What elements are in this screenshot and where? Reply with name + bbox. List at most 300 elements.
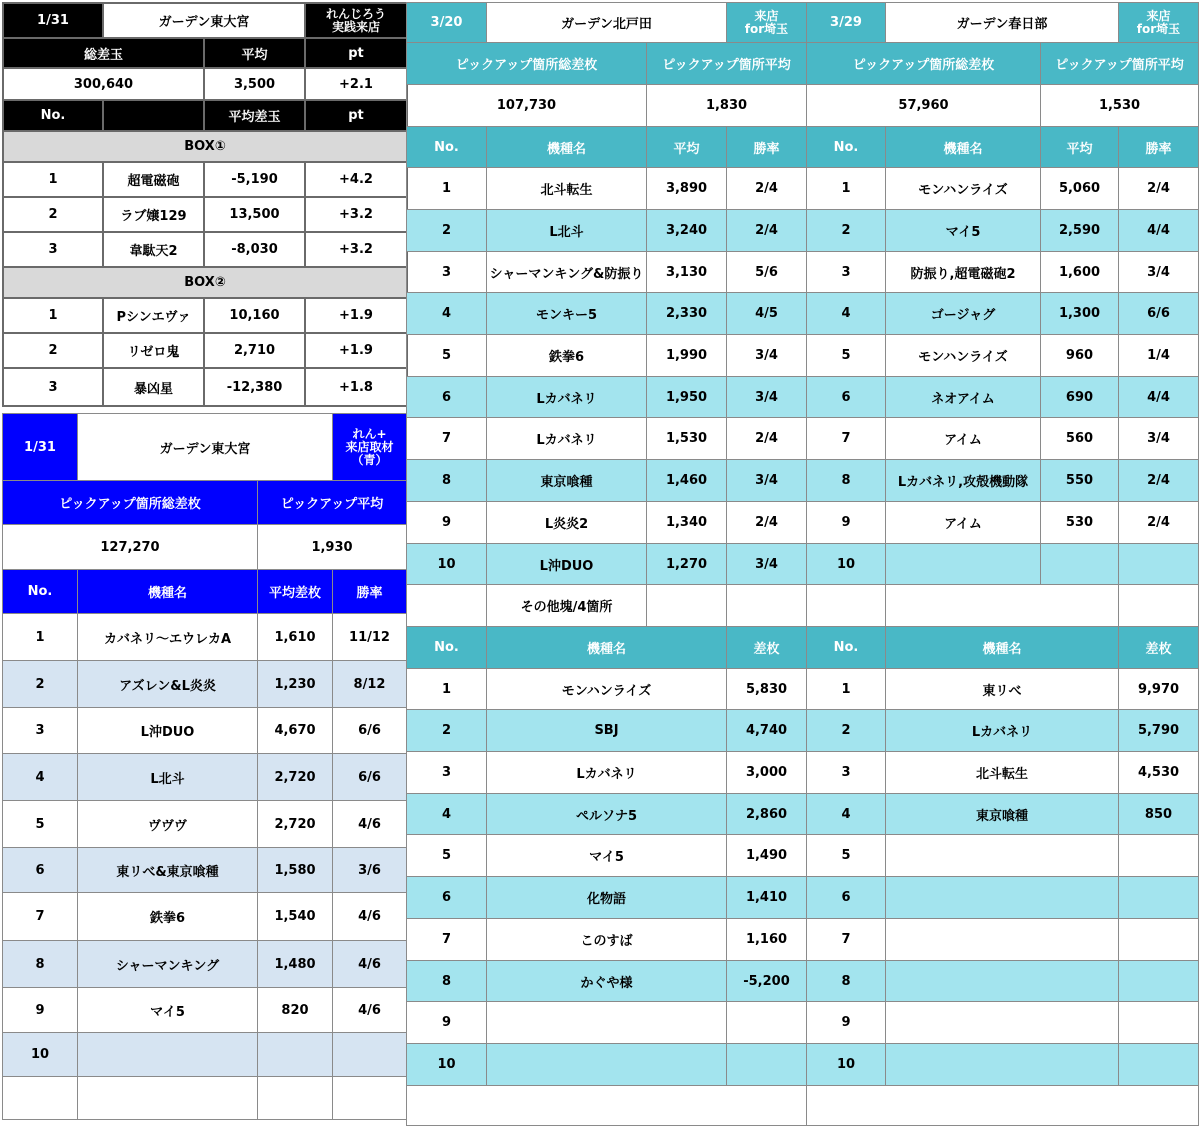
row-number: 9 (407, 502, 487, 544)
pickup-total-header: ピックアップ箇所総差枚 (3, 481, 258, 525)
win-rate: 2/4 (1119, 502, 1199, 544)
summary-value: +2.1 (305, 68, 407, 100)
row-number (3, 1077, 78, 1120)
column-header: No. (3, 570, 78, 614)
machine-name (487, 1044, 727, 1086)
table-row (407, 919, 807, 961)
column-header: No. (807, 627, 886, 669)
pickup-average-header: ピックアップ箇所平均 (647, 43, 807, 85)
table-row (407, 752, 807, 794)
table-row (407, 460, 807, 502)
row-number: 6 (407, 377, 487, 418)
table-row (3, 1077, 407, 1120)
diff-value: 4,530 (1119, 752, 1199, 794)
table-row (807, 293, 1199, 335)
average-diff: 560 (1041, 418, 1119, 460)
table-row (807, 377, 1199, 418)
pickup-total-header: ピックアップ箇所総差枚 (807, 43, 1041, 85)
machine-name: 北斗転生 (487, 168, 647, 210)
machine-name: 暴凶星 (103, 368, 204, 406)
table-row (807, 210, 1199, 252)
store-name: ガーデン春日部 (886, 3, 1119, 43)
column-header: 平均 (647, 127, 727, 168)
average-diff: 13,500 (204, 197, 305, 232)
pt-value: +1.9 (305, 298, 407, 333)
column-header: 勝率 (1119, 127, 1199, 168)
table-row (807, 252, 1199, 293)
average-diff: 1,540 (258, 893, 333, 941)
table-row (407, 418, 807, 460)
win-rate: 6/6 (333, 708, 407, 754)
table-row (807, 460, 1199, 502)
row-number: 3 (407, 252, 487, 293)
pt-value: +4.2 (305, 162, 407, 197)
machine-name: シャーマンキング (78, 941, 258, 988)
average-diff: 4,670 (258, 708, 333, 754)
average-diff: 690 (1041, 377, 1119, 418)
column-header: 機種名 (487, 127, 647, 168)
other-label: その他塊/4箇所 (487, 585, 647, 627)
table-row (807, 418, 1199, 460)
table-row (3, 368, 407, 406)
machine-name: モンハンライズ (886, 335, 1041, 377)
row-number: 3 (3, 232, 103, 267)
average-diff: 1,270 (647, 544, 727, 585)
column-header: 機種名 (487, 627, 727, 669)
pickup-total-header: ピックアップ箇所総差枚 (407, 43, 647, 85)
machine-name: Lカバネリ (487, 377, 647, 418)
machine-name: 東リべ&東京喰種 (78, 848, 258, 893)
win-rate: 2/4 (1119, 460, 1199, 502)
win-rate: 4/6 (333, 893, 407, 941)
win-rate: 2/4 (727, 502, 807, 544)
row-number: 5 (807, 335, 886, 377)
row-number: 10 (407, 1044, 487, 1086)
table-row (407, 1002, 807, 1044)
store-name: ガーデン東大宮 (78, 414, 333, 481)
average-diff: 5,060 (1041, 168, 1119, 210)
summary-header: pt (305, 38, 407, 68)
diff-value (1119, 961, 1199, 1002)
win-rate: 4/4 (1119, 210, 1199, 252)
blank-row (407, 1086, 807, 1126)
row-number: 5 (407, 835, 487, 877)
diff-value (727, 1002, 807, 1044)
win-rate: 2/4 (727, 168, 807, 210)
column-header: 機種名 (886, 127, 1041, 168)
blank-cell (407, 585, 487, 627)
event-label: 来店 for埼玉 (1119, 3, 1199, 43)
machine-name: 鉄拳6 (487, 335, 647, 377)
table-row (807, 752, 1199, 794)
machine-name: ペルソナ5 (487, 794, 727, 835)
machine-name: モンキー5 (487, 293, 647, 335)
column-header: 平均差枚 (258, 570, 333, 614)
machine-name: リゼロ鬼 (103, 333, 204, 368)
right-panel (806, 2, 1198, 1126)
win-rate: 11/12 (333, 614, 407, 661)
average-diff: 2,330 (647, 293, 727, 335)
average-diff: 1,460 (647, 460, 727, 502)
blank-row (807, 1086, 1199, 1126)
store-name: ガーデン東大宮 (103, 3, 305, 38)
machine-name: L炎炎2 (487, 502, 647, 544)
table-row (407, 293, 807, 335)
pickup-average-value: 1,930 (258, 525, 407, 570)
average-diff: 820 (258, 988, 333, 1033)
machine-name: ラブ嬢129 (103, 197, 204, 232)
average-diff: 2,720 (258, 801, 333, 848)
table-row (407, 210, 807, 252)
pickup-average-value: 1,530 (1041, 85, 1199, 127)
average-diff: 3,890 (647, 168, 727, 210)
row-number: 4 (3, 754, 78, 801)
summary-header: 平均 (204, 38, 305, 68)
row-number: 5 (3, 801, 78, 848)
machine-name: SBJ (487, 710, 727, 752)
diff-value (727, 1044, 807, 1086)
table-row (407, 877, 807, 919)
machine-name (886, 961, 1119, 1002)
table-row (407, 377, 807, 418)
summary-header: 総差玉 (3, 38, 204, 68)
table-row (807, 502, 1199, 544)
average-diff: -5,190 (204, 162, 305, 197)
table-row (3, 754, 407, 801)
machine-name: モンハンライズ (886, 168, 1041, 210)
table-row (3, 197, 407, 232)
row-number: 9 (807, 1002, 886, 1044)
average-diff: 1,610 (258, 614, 333, 661)
average-diff: -8,030 (204, 232, 305, 267)
diff-value: 1,160 (727, 919, 807, 961)
machine-name: L北斗 (78, 754, 258, 801)
machine-name (886, 1002, 1119, 1044)
row-number: 8 (3, 941, 78, 988)
table-row (807, 919, 1199, 961)
row-number: 3 (3, 368, 103, 406)
average-diff: 2,720 (258, 754, 333, 801)
column-header: No. (807, 127, 886, 168)
machine-name: このすば (487, 919, 727, 961)
column-header: 差枚 (1119, 627, 1199, 669)
table-row (407, 252, 807, 293)
blank-cell (886, 585, 1119, 627)
machine-name (886, 544, 1041, 585)
machine-name: モンハンライズ (487, 669, 727, 710)
column-header: 機種名 (886, 627, 1119, 669)
average-diff: 1,580 (258, 848, 333, 893)
table-row (3, 162, 407, 197)
column-header: No. (407, 127, 487, 168)
win-rate (333, 1033, 407, 1077)
date-cell: 1/31 (3, 3, 103, 38)
table-row (3, 1033, 407, 1077)
table-row (3, 988, 407, 1033)
win-rate: 4/4 (1119, 377, 1199, 418)
pt-value: +1.8 (305, 368, 407, 406)
diff-value: 1,490 (727, 835, 807, 877)
table-row (3, 333, 407, 368)
date-cell: 3/20 (407, 3, 487, 43)
row-number: 5 (807, 835, 886, 877)
average-diff (258, 1033, 333, 1077)
machine-name: アズレン&L炎炎 (78, 661, 258, 708)
machine-name: 東京喰種 (487, 460, 647, 502)
win-rate: 4/6 (333, 941, 407, 988)
diff-value: 3,000 (727, 752, 807, 794)
column-header: 平均 (1041, 127, 1119, 168)
row-number: 4 (407, 293, 487, 335)
average-diff: 1,480 (258, 941, 333, 988)
table-row (3, 848, 407, 893)
row-number: 6 (407, 877, 487, 919)
row-number: 9 (3, 988, 78, 1033)
average-diff: 1,340 (647, 502, 727, 544)
row-number: 1 (3, 614, 78, 661)
row-number: 9 (807, 502, 886, 544)
average-diff: 1,600 (1041, 252, 1119, 293)
win-rate: 2/4 (727, 210, 807, 252)
row-number: 8 (407, 460, 487, 502)
event-label: 来店 for埼玉 (727, 3, 807, 43)
table-row (807, 1002, 1199, 1044)
pt-value: +3.2 (305, 197, 407, 232)
win-rate: 8/12 (333, 661, 407, 708)
average-diff: 1,300 (1041, 293, 1119, 335)
machine-name: アイム (886, 418, 1041, 460)
table-row (807, 335, 1199, 377)
row-number: 2 (807, 210, 886, 252)
average-diff: 1,230 (258, 661, 333, 708)
row-number: 1 (407, 168, 487, 210)
blank-cell (807, 585, 886, 627)
list-header: pt (305, 100, 407, 131)
win-rate: 4/6 (333, 988, 407, 1033)
win-rate: 2/4 (727, 418, 807, 460)
machine-name: ゴージャグ (886, 293, 1041, 335)
row-number: 6 (807, 877, 886, 919)
row-number: 3 (807, 752, 886, 794)
row-number: 10 (807, 1044, 886, 1086)
list-header (103, 100, 204, 131)
diff-value (1119, 877, 1199, 919)
machine-name (487, 1002, 727, 1044)
machine-name: ネオアイム (886, 377, 1041, 418)
row-number: 8 (407, 961, 487, 1002)
average-diff (1041, 544, 1119, 585)
machine-name (78, 1077, 258, 1120)
summary-value: 3,500 (204, 68, 305, 100)
win-rate: 3/6 (333, 848, 407, 893)
table-row (407, 961, 807, 1002)
diff-value: 4,740 (727, 710, 807, 752)
row-number: 1 (807, 168, 886, 210)
average-diff: 550 (1041, 460, 1119, 502)
row-number: 1 (407, 669, 487, 710)
left-bottom-panel (2, 413, 406, 1120)
machine-name: 超電磁砲 (103, 162, 204, 197)
column-header: 勝率 (333, 570, 407, 614)
average-diff: 2,590 (1041, 210, 1119, 252)
win-rate: 3/4 (1119, 418, 1199, 460)
machine-name: アイム (886, 502, 1041, 544)
table-row (807, 669, 1199, 710)
machine-name: 東リべ (886, 669, 1119, 710)
pickup-average-header: ピックアップ箇所平均 (1041, 43, 1199, 85)
win-rate: 6/6 (1119, 293, 1199, 335)
row-number: 1 (807, 669, 886, 710)
machine-name: マイ5 (886, 210, 1041, 252)
row-number: 2 (3, 197, 103, 232)
blank-cell (647, 585, 727, 627)
row-number: 7 (407, 919, 487, 961)
column-header: 差枚 (727, 627, 807, 669)
machine-name: 化物語 (487, 877, 727, 919)
pt-value: +1.9 (305, 333, 407, 368)
machine-name: Lカバネリ (886, 710, 1119, 752)
win-rate: 4/6 (333, 801, 407, 848)
row-number: 7 (407, 418, 487, 460)
row-number: 7 (807, 418, 886, 460)
list-header: 平均差玉 (204, 100, 305, 131)
date-cell: 3/29 (807, 3, 886, 43)
machine-name: 鉄拳6 (78, 893, 258, 941)
table-row (3, 614, 407, 661)
row-number: 1 (3, 162, 103, 197)
list-header: No. (3, 100, 103, 131)
average-diff: 1,530 (647, 418, 727, 460)
row-number: 10 (807, 544, 886, 585)
table-row (807, 794, 1199, 835)
pickup-average-header: ピックアップ平均 (258, 481, 407, 525)
table-row (407, 335, 807, 377)
row-number: 7 (3, 893, 78, 941)
win-rate: 6/6 (333, 754, 407, 801)
table-row (407, 835, 807, 877)
win-rate: 1/4 (1119, 335, 1199, 377)
table-row (407, 544, 807, 585)
table-row (407, 669, 807, 710)
machine-name: マイ5 (78, 988, 258, 1033)
pickup-average-value: 1,830 (647, 85, 807, 127)
win-rate (333, 1077, 407, 1120)
machine-name: シャーマンキング&防振り (487, 252, 647, 293)
win-rate: 3/4 (1119, 252, 1199, 293)
diff-value: -5,200 (727, 961, 807, 1002)
machine-name: Pシンエヴァ (103, 298, 204, 333)
table-row (407, 710, 807, 752)
table-row (3, 893, 407, 941)
win-rate: 3/4 (727, 377, 807, 418)
win-rate (1119, 544, 1199, 585)
row-number: 2 (3, 333, 103, 368)
left-top-panel (2, 2, 406, 407)
pickup-total-value: 127,270 (3, 525, 258, 570)
row-number: 4 (407, 794, 487, 835)
win-rate: 4/5 (727, 293, 807, 335)
diff-value: 1,410 (727, 877, 807, 919)
average-diff: 10,160 (204, 298, 305, 333)
win-rate: 5/6 (727, 252, 807, 293)
row-number: 3 (407, 752, 487, 794)
table-row (807, 544, 1199, 585)
machine-name: 韋駄天2 (103, 232, 204, 267)
average-diff: 530 (1041, 502, 1119, 544)
table-row (407, 502, 807, 544)
row-number: 2 (407, 710, 487, 752)
table-row (807, 168, 1199, 210)
row-number: 9 (407, 1002, 487, 1044)
average-diff: 3,240 (647, 210, 727, 252)
average-diff (258, 1077, 333, 1120)
pickup-total-value: 107,730 (407, 85, 647, 127)
event-label: れん+ 来店取材 （青） (333, 414, 407, 481)
table-row (807, 710, 1199, 752)
average-diff: 2,710 (204, 333, 305, 368)
diff-value (1119, 1002, 1199, 1044)
machine-name: 東京喰種 (886, 794, 1119, 835)
blank-cell (1119, 585, 1199, 627)
summary-value: 300,640 (3, 68, 204, 100)
row-number: 2 (807, 710, 886, 752)
diff-value (1119, 919, 1199, 961)
middle-panel (406, 2, 806, 1126)
column-header: 機種名 (78, 570, 258, 614)
row-number: 6 (807, 377, 886, 418)
row-number: 3 (807, 252, 886, 293)
row-number: 2 (3, 661, 78, 708)
machine-name (886, 877, 1119, 919)
machine-name (886, 919, 1119, 961)
table-row (3, 232, 407, 267)
diff-value: 2,860 (727, 794, 807, 835)
row-number: 4 (807, 794, 886, 835)
blank-cell (727, 585, 807, 627)
table-row (3, 708, 407, 754)
table-row (407, 1044, 807, 1086)
machine-name (886, 835, 1119, 877)
row-number: 10 (3, 1033, 78, 1077)
box-title: BOX② (3, 267, 407, 298)
store-name: ガーデン北戸田 (487, 3, 727, 43)
column-header: No. (407, 627, 487, 669)
row-number: 7 (807, 919, 886, 961)
event-label: れんじろう 実践来店 (305, 3, 407, 38)
machine-name: 防振り,超電磁砲2 (886, 252, 1041, 293)
machine-name: ヴヴヴ (78, 801, 258, 848)
row-number: 10 (407, 544, 487, 585)
table-row (807, 835, 1199, 877)
machine-name: L沖DUO (487, 544, 647, 585)
win-rate: 2/4 (1119, 168, 1199, 210)
table-row (407, 794, 807, 835)
win-rate: 3/4 (727, 544, 807, 585)
diff-value: 5,790 (1119, 710, 1199, 752)
machine-name: Lカバネリ (487, 418, 647, 460)
row-number: 6 (3, 848, 78, 893)
row-number: 4 (807, 293, 886, 335)
table-row (3, 661, 407, 708)
table-row (3, 801, 407, 848)
machine-name: マイ5 (487, 835, 727, 877)
table-row (3, 298, 407, 333)
diff-value (1119, 835, 1199, 877)
row-number: 8 (807, 961, 886, 1002)
diff-value: 850 (1119, 794, 1199, 835)
table-row (3, 941, 407, 988)
average-diff: 1,990 (647, 335, 727, 377)
